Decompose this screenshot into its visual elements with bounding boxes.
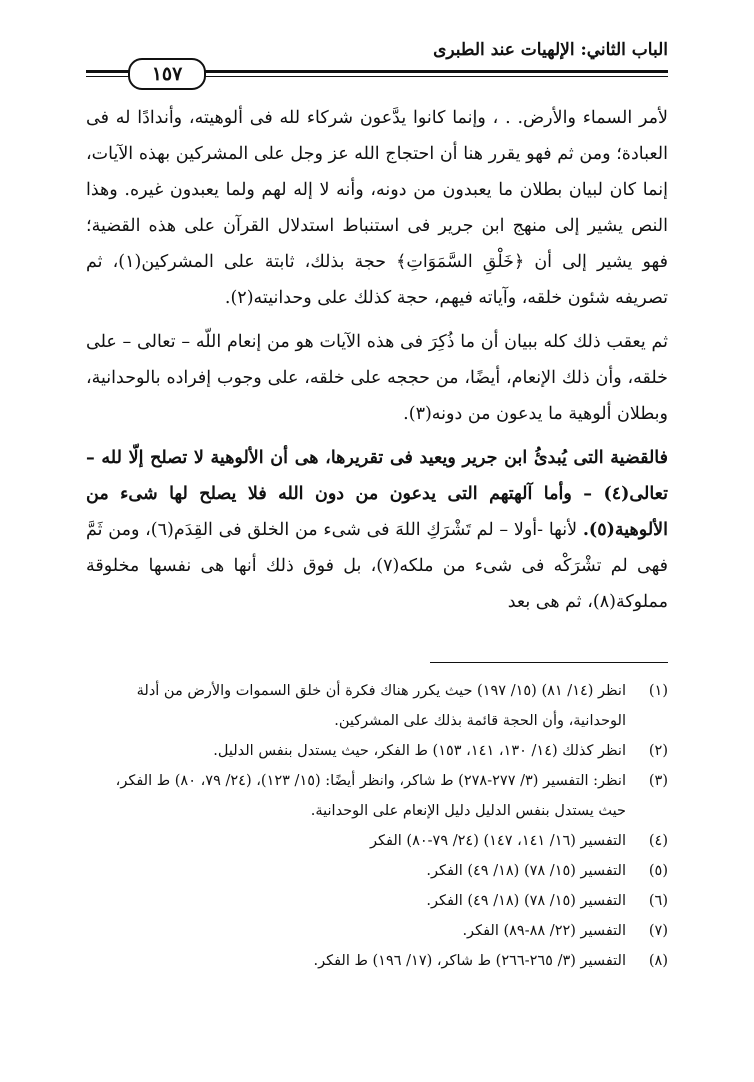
running-header-title: الباب الثاني: الإلهيات عند الطبرى: [433, 40, 668, 60]
footnote-2: [86, 736, 668, 766]
footnote-8: [86, 946, 668, 976]
footnote-3: [86, 766, 668, 826]
footnote-number: (٨): [648, 953, 668, 969]
footnote-number: (٦): [648, 893, 668, 909]
footnote-number: (١): [648, 683, 668, 699]
footnote-number: (٢): [648, 743, 668, 759]
main-text: [86, 100, 668, 628]
footnote-text: التفسير (٢٢/ ٨٨-٨٩) الفكر.: [462, 923, 626, 939]
footnote-text: التفسير (١٥/ ٧٨) (١٨/ ٤٩) الفكر.: [426, 893, 626, 909]
footnote-text: التفسير (١٥/ ٧٨) (١٨/ ٤٩) الفكر.: [426, 863, 626, 879]
footnote-number: (٣): [648, 773, 668, 789]
footnote-separator: [430, 662, 668, 663]
footnote-number: (٥): [648, 863, 668, 879]
footnotes: [86, 676, 668, 976]
footnote-text: انظر (١٤/ ٨١) (١٥/ ١٩٧) حيث يكرر هناك فكرة أن خلق السموات والأرض من أدلة الوحدانية، وأن الحجة قائمة بذلك على المشركين.: [136, 683, 626, 729]
footnote-6: [86, 886, 668, 916]
footnote-5: [86, 856, 668, 886]
footnote-number: (٤): [648, 833, 668, 849]
page-number: ١٥٧: [128, 58, 206, 90]
footnote-number: (٧): [648, 923, 668, 939]
paragraph-3-bold: فالقضية التى يُبدئُ ابن جرير ويعيد فى تقريرها، هى أن الألوهية لا تصلح إلّا لله – تعالى(٤) – وأما آلهتهم التى يدعون من دون الله فلا يصلح لها شىء من الألوهية(٥).: [86, 448, 668, 540]
footnote-1: [86, 676, 668, 736]
paragraph-3-rest: لأنها -أولا – لم تَشْرَكِ اللهَ فى شىء من الخلق فى القِدَم(٦)، ومن ثَمَّ فهى لم تشْرَكْه فى شىء من ملكه(٧)، بل فوق ذلك أنها هى نفسها مخلوقة مملوكة(٨)، ثم هى بعد: [86, 520, 668, 612]
paragraph-2: ثم يعقب ذلك كله ببيان أن ما ذُكِرَ فى هذه الآيات هو من إنعام اللّه – تعالى – على خلقه، وأن ذلك الإنعام، أيضًا، من حججه على خلقه، على وجوب إفراده بالوحدانية، وبطلان ألوهية ما يدعون من دونه(٣).: [86, 332, 668, 424]
footnote-4: [86, 826, 668, 856]
footnote-text: انظر كذلك (١٤/ ١٣٠، ١٤١، ١٥٣) ط الفكر، حيث يستدل بنفس الدليل.: [213, 743, 626, 759]
paragraph-1: لأمر السماء والأرض. . ، وإنما كانوا يدَّعون شركاء لله فى ألوهيته، وأندادًا له فى العبادة؛ ومن ثم فهو يقرر هنا أن احتجاج الله عز وجل على المشركين بهذه الآيات، إنما كان لبيان بطلان ما يعبدون من دونه، وأنه لا إله لهم ولما يعبدون غيره. وهذا النص يشير إلى منهج ابن جرير فى استنباط استدلال القرآن على هذه القضية؛ فهو يشير إلى أن ﴿خَلْقِ السَّمَوَاتِ﴾ حجة بذلك، ثابتة على المشركين(١)، ثم تصريفه شئون خلقه، وآياته فيهم، حجة كذلك على وحدانيته(٢).: [86, 108, 668, 308]
footnote-text: التفسير (٣/ ٢٦٥-٢٦٦) ط شاكر، (١٧/ ١٩٦) ط الفكر.: [313, 953, 626, 969]
footnote-7: [86, 916, 668, 946]
footnote-text: انظر: التفسير (٣/ ٢٧٧-٢٧٨) ط شاكر، وانظر أيضًا: (١٥/ ١٢٣)، (٢٤/ ٧٩، ٨٠) ط الفكر، حيث يستدل بنفس الدليل دليل الإنعام على الوحدانية.: [115, 773, 626, 819]
footnote-text: التفسير (١٦/ ١٤١، ١٤٧) (٢٤/ ٧٩-٨٠) الفكر: [370, 833, 626, 849]
paragraph-3: [86, 440, 668, 620]
